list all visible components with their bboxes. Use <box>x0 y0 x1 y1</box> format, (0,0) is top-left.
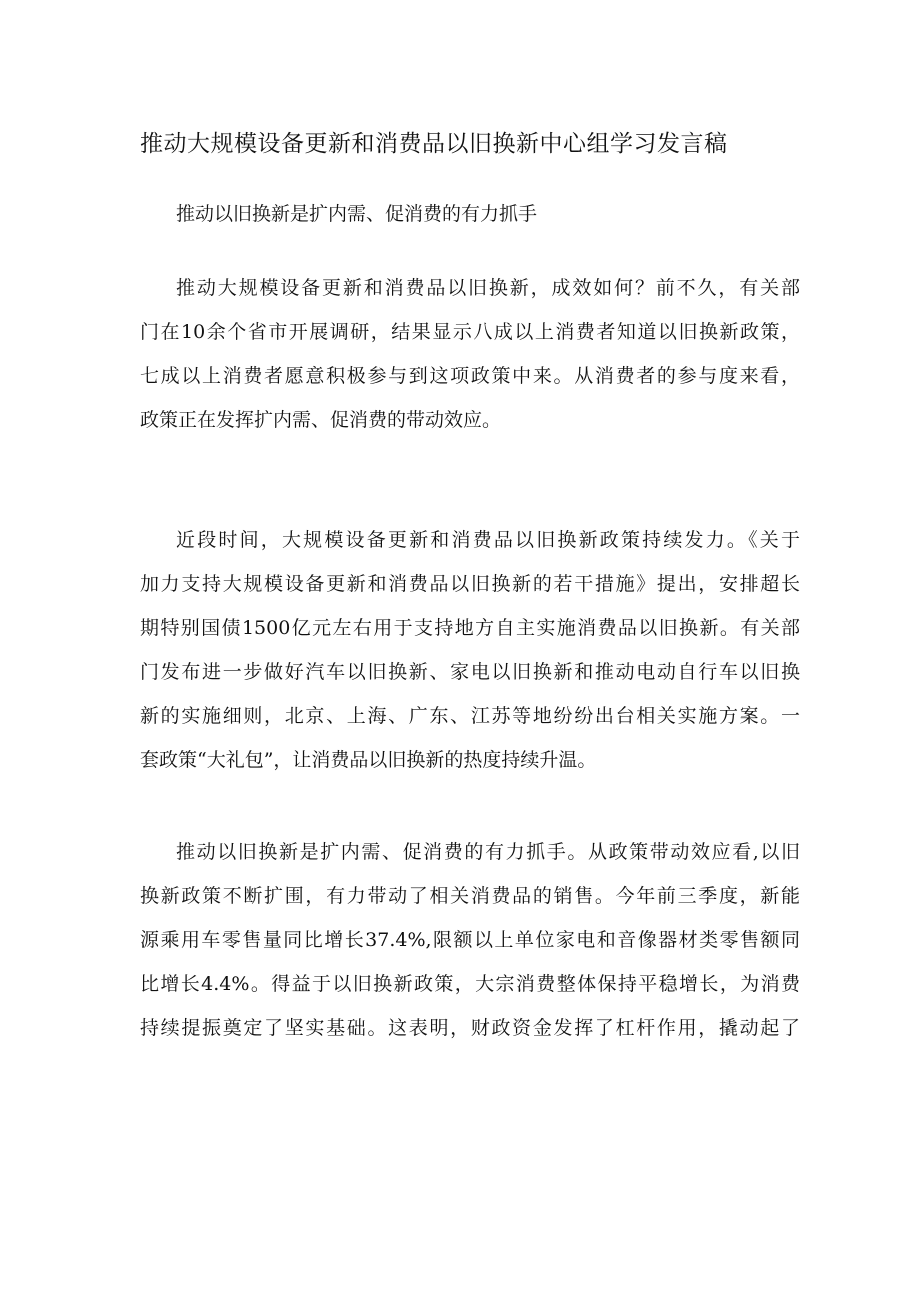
paragraph-line: 近段时间，大规模设备更新和消费品以旧换新政策持续发力。《关于 <box>176 529 800 551</box>
paragraph-line: 政策正在发挥扩内需、促消费的带动效应。 <box>140 409 502 431</box>
paragraph-1 <box>140 266 800 442</box>
paragraph-line: 门在10余个省市开展调研，结果显示八成以上消费者知道以旧换新政策， <box>140 321 800 343</box>
paragraph-line: 源乘用车零售量同比增长37.4%,限额以上单位家电和音像器材类零售额同 <box>140 929 800 951</box>
paragraph-3 <box>140 830 800 1050</box>
document-title: 推动大规模设备更新和消费品以旧换新中心组学习发言稿 <box>140 131 728 157</box>
paragraph-line: 比增长4.4%。得益于以旧换新政策，大宗消费整体保持平稳增长，为消费 <box>140 973 800 995</box>
paragraph-line: 门发布进一步做好汽车以旧换新、家电以旧换新和推动电动自行车以旧换 <box>140 661 800 683</box>
paragraph-line: 换新政策不断扩围，有力带动了相关消费品的销售。今年前三季度，新能 <box>140 885 800 907</box>
paragraph-line: 套政策“大礼包”，让消费品以旧换新的热度持续升温。 <box>140 749 597 771</box>
paragraph-line: 推动大规模设备更新和消费品以旧换新，成效如何？前不久，有关部 <box>176 277 800 299</box>
paragraph-line: 推动以旧换新是扩内需、促消费的有力抓手。从政策带动效应看,以旧 <box>176 841 800 863</box>
paragraph-line: 七成以上消费者愿意积极参与到这项政策中来。从消费者的参与度来看， <box>140 365 800 387</box>
paragraph-line: 期特别国债1500亿元左右用于支持地方自主实施消费品以旧换新。有关部 <box>140 617 800 639</box>
paragraph-line: 新的实施细则，北京、上海、广东、江苏等地纷纷出台相关实施方案。一 <box>140 705 800 727</box>
paragraph-line: 加力支持大规模设备更新和消费品以旧换新的若干措施》提出，安排超长 <box>140 573 800 595</box>
paragraph-line: 持续提振奠定了坚实基础。这表明，财政资金发挥了杠杆作用，撬动起了 <box>140 1017 800 1039</box>
paragraph-2 <box>140 518 800 782</box>
document-subtitle: 推动以旧换新是扩内需、促消费的有力抓手 <box>176 203 538 225</box>
